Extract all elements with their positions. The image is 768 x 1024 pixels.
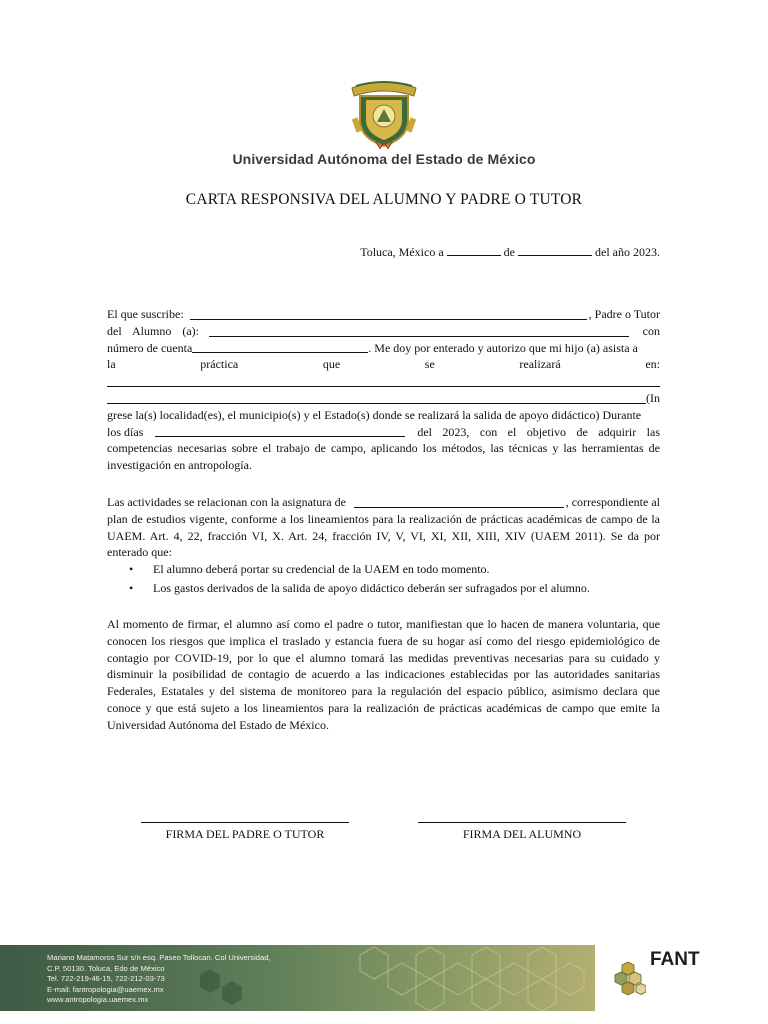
label-padre-tutor: , Padre o Tutor <box>588 307 660 321</box>
word: se <box>424 357 435 372</box>
label-in: (In <box>646 390 660 405</box>
activities-text: plan de estudios vigente, conforme a los lineamientos para la realización de prácticas académicas de campo de la UAEM. Art. 4, 22, fracción VI, X. Art. 24, fracción IV, V, VI, XI, XII, XIII, XIV (UAEM 2011). Se da por enterado que: <box>107 511 660 560</box>
footer-address <box>47 953 271 1006</box>
consent-paragraph: Al momento de firmar, el alumno así como el padre o tutor, manifiestan que lo hacen de manera voluntaria, que conocen los riesgos que implica el traslado y estancia fuera de su hogar así como del riesgo epidemiológico de contagio por COVID-19, por lo que el alumno tomará las medidas preventivas necesarias para su cuidado y disminuir la posibilidad de contagio de acuerdo a las indicaciones establecidas por las autoridades sanitarias Federales, Estatales y del sistema de monitoreo para la regulación del espacio público, asimismo declara que conoce y que está sujeto a los lineamientos para la realización de prácticas académicas de campo que emite la Universidad Autónoma del Estado de México. <box>107 617 660 732</box>
label-del-2023: del 2023, con el objetivo de adquirir las <box>417 424 660 439</box>
declaration-paragraph <box>107 306 660 474</box>
student-signature-label: FIRMA DEL ALUMNO <box>462 827 582 841</box>
word: que <box>322 357 341 372</box>
email-link[interactable]: E-mail: fantropologia@uaemex.mx <box>47 984 164 994</box>
line-location-2 <box>107 390 660 407</box>
month-blank[interactable] <box>518 244 592 256</box>
line-alumno <box>107 323 660 340</box>
line-dias <box>107 424 660 441</box>
footer-band <box>0 945 595 1011</box>
label-los-dias: los días <box>107 424 144 439</box>
document-title: CARTA RESPONSIVA DEL ALUMNO Y PADRE O TUTOR <box>185 191 583 208</box>
dateline-place: Toluca, México a <box>360 245 444 259</box>
uaem-crest-icon <box>346 78 422 150</box>
days-blank[interactable] <box>155 436 405 437</box>
location-blank-2[interactable] <box>107 402 646 404</box>
line-cuenta <box>107 340 660 357</box>
conditions-list <box>107 561 660 597</box>
label-con: con <box>642 323 660 338</box>
word: en: <box>645 357 660 372</box>
line-asignatura <box>107 494 660 511</box>
label-correspondiente: , correspondiente al <box>565 495 660 509</box>
phone-line: Tel. 722-219-46-15, 722-212-03-73 <box>47 974 165 984</box>
subject-blank[interactable] <box>354 506 564 508</box>
hexagon-cluster-icon <box>612 961 646 1004</box>
line-ingrese: grese la(s) localidad(es), el municipio(s) y el Estado(s) donde se realizará la salida de apoyo didáctico) Durante <box>107 407 642 422</box>
word: práctica <box>200 357 239 372</box>
label-suscribe: El que suscribe: <box>107 307 184 321</box>
word: realizará <box>519 357 561 372</box>
line-location-1 <box>107 373 660 390</box>
fant-brand: FANT <box>650 949 700 970</box>
line-competencias: competencias necesarias sobre el trabajo de campo, aplicando los métodos, las técnicas y las herramientas de investigación en antropología. <box>107 441 660 473</box>
label-alumno: del Alumno (a): <box>107 323 199 338</box>
list-item: • Los gastos derivados de la salida de apoyo didáctico deberán ser sufragados por el alumno. <box>107 578 660 597</box>
guardian-name-blank[interactable] <box>190 318 587 320</box>
line-suscribe <box>107 306 660 323</box>
location-blank-1[interactable] <box>107 385 660 387</box>
activities-paragraph <box>107 494 660 597</box>
website-link[interactable]: www.antropologia.uaemex.mx <box>47 995 149 1005</box>
label-autorizo: . Me doy por enterado y autorizo que mi hijo (a) asista a <box>368 340 638 355</box>
list-item: • El alumno deberá portar su credencial de la UAEM en todo momento. <box>107 561 660 578</box>
parent-signature-line[interactable] <box>141 822 349 823</box>
line-practica <box>107 356 660 373</box>
label-numero-cuenta: número de cuenta <box>107 340 193 355</box>
student-signature-line[interactable] <box>418 822 626 823</box>
address-line: Mariano Matamoros Sur s/n esq. Paseo Tollocan. Col Universidad, <box>47 953 271 962</box>
parent-signature-block <box>141 822 349 842</box>
dateline-suffix: del año 2023. <box>595 245 660 259</box>
student-signature-block <box>418 822 626 842</box>
student-name-blank[interactable] <box>209 335 629 337</box>
account-number-blank[interactable] <box>192 352 368 353</box>
dateline <box>360 244 660 260</box>
footer <box>0 945 768 1024</box>
university-name: Universidad Autónoma del Estado de México <box>232 151 536 167</box>
parent-signature-label: FIRMA DEL PADRE O TUTOR <box>165 827 325 841</box>
day-blank[interactable] <box>447 244 501 256</box>
address-line: C.P. 50130. Toluca, Edo de México <box>47 963 165 973</box>
label-asignatura: Las actividades se relacionan con la asignatura de <box>107 495 346 509</box>
dateline-de: de <box>503 245 515 259</box>
word: la <box>107 357 116 372</box>
